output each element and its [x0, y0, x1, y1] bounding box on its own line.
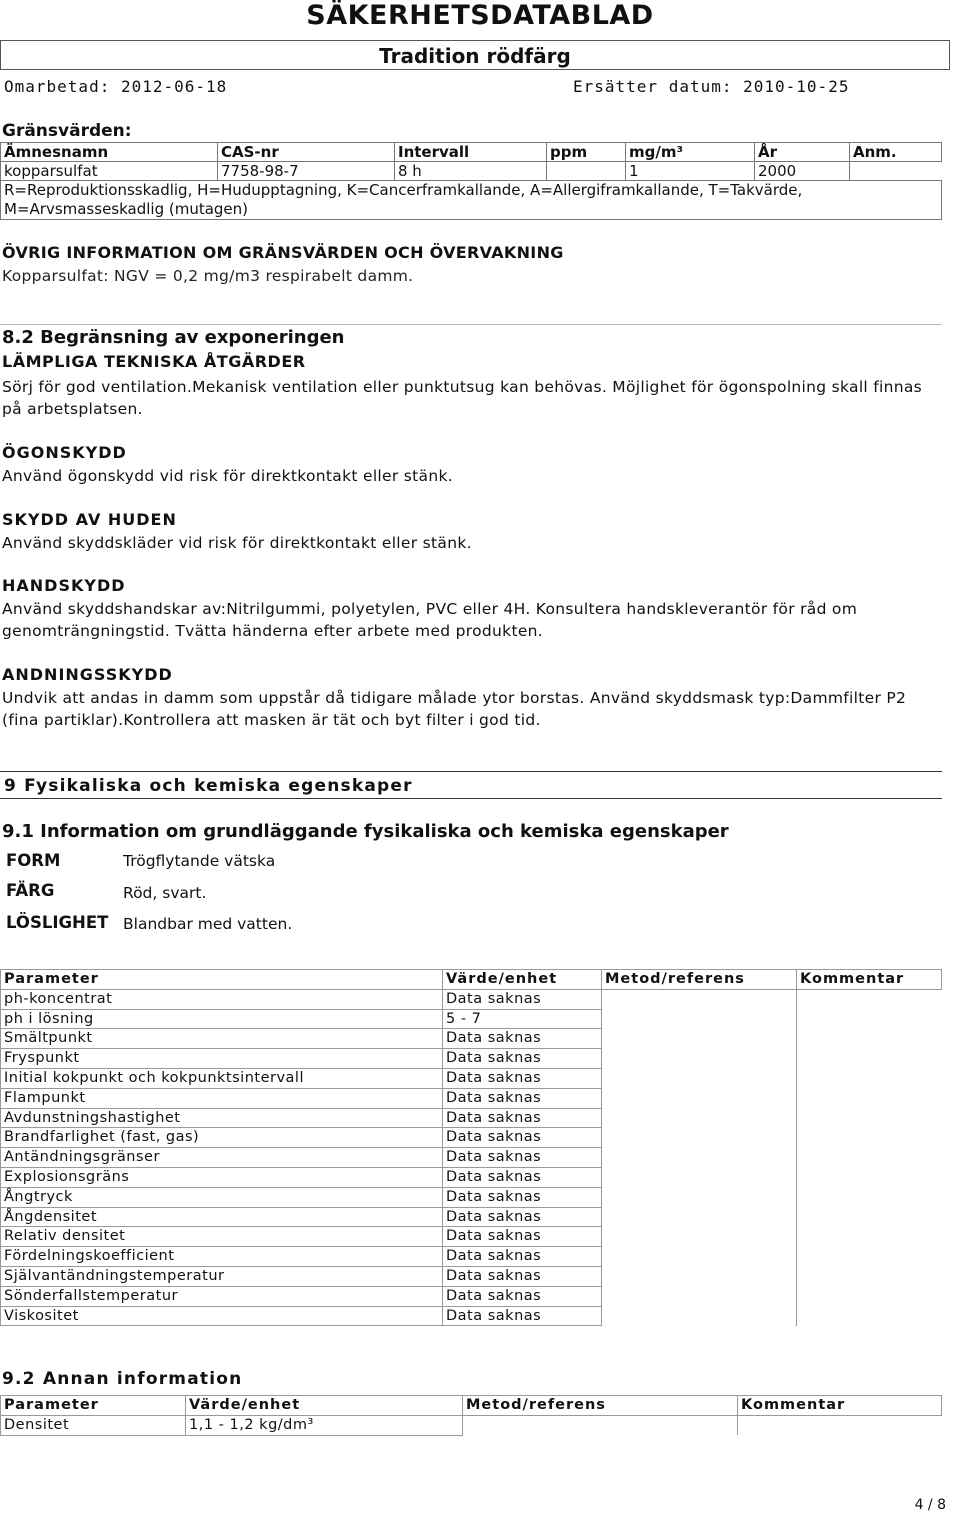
table-cell: Data saknas	[443, 1207, 602, 1227]
cell	[850, 162, 942, 181]
table-cell: Ångdensitet	[1, 1207, 443, 1227]
table-cell	[797, 1148, 942, 1168]
prop-value-form: Trögflytande vätska	[123, 852, 276, 870]
document-title: SÄKERHETSDATABLAD	[306, 0, 654, 31]
table-cell: Data saknas	[443, 1148, 602, 1168]
table-cell	[602, 1286, 797, 1306]
limits-table	[0, 142, 942, 220]
table-cell: Relativ densitet	[1, 1227, 443, 1247]
table-cell	[797, 1029, 942, 1049]
col-value: Värde/enhet	[186, 1396, 463, 1416]
table-cell: Självantändningstemperatur	[1, 1266, 443, 1286]
table-cell: 1,1 - 1,2 kg/dm³	[186, 1415, 463, 1435]
table-cell: Fördelningskoefficient	[1, 1247, 443, 1267]
table-row	[1, 989, 942, 1009]
product-name: Tradition rödfärg	[0, 40, 950, 70]
table-cell: Data saknas	[443, 1068, 602, 1088]
properties-header-row	[1, 970, 942, 990]
col-parameter: Parameter	[1, 970, 443, 990]
table-cell	[602, 1266, 797, 1286]
table-cell	[602, 989, 797, 1009]
eye-text: Använd ögonskydd vid risk för direktkontakt eller stänk.	[2, 467, 453, 485]
table-cell	[797, 1227, 942, 1247]
table-cell: Ångtryck	[1, 1187, 443, 1207]
table-cell: Sönderfallstemperatur	[1, 1286, 443, 1306]
table-row	[1, 1108, 942, 1128]
exposure-heading: 8.2 Begränsning av exponeringen	[2, 327, 345, 348]
table-cell	[602, 1088, 797, 1108]
resp-heading: ANDNINGSSKYDD	[2, 665, 173, 684]
prop-value-solubility: Blandbar med vatten.	[123, 915, 293, 933]
table-cell	[797, 1128, 942, 1148]
table-cell	[602, 1227, 797, 1247]
table-row	[1, 1167, 942, 1187]
table-row	[1, 1029, 942, 1049]
table-cell: Data saknas	[443, 989, 602, 1009]
table-cell	[738, 1415, 942, 1435]
cell	[547, 162, 626, 181]
table-row	[1, 1128, 942, 1148]
col-note: Anm.	[850, 143, 942, 162]
table-cell	[602, 1167, 797, 1187]
table-cell	[602, 1187, 797, 1207]
hand-text: Använd skyddshandskar av:Nitrilgummi, polyetylen, PVC eller 4H. Konsultera handskleverantör för råd om genomträngningstid. Tvätta händerna efter arbete med produkten.	[2, 600, 858, 640]
prop-label-form: FORM	[6, 851, 61, 870]
cell: kopparsulfat	[1, 162, 218, 181]
limits-header-row	[1, 143, 942, 162]
col-mgm3: mg/m³	[626, 143, 755, 162]
cell: 2000	[755, 162, 850, 181]
section91-heading: 9.1 Information om grundläggande fysikaliska och kemiska egenskaper	[2, 821, 729, 842]
table-cell: Brandfarlighet (fast, gas)	[1, 1128, 443, 1148]
table-cell	[463, 1415, 738, 1435]
table-row	[1, 1415, 942, 1435]
col-value: Värde/enhet	[443, 970, 602, 990]
other-properties-header-row	[1, 1396, 942, 1416]
tech-text: Sörj för god ventilation.Mekanisk ventilation eller punktutsug kan behövas. Möjlighet för ögonspolning skall finnas på arbetsplatsen.	[2, 378, 923, 418]
table-cell: Flampunkt	[1, 1088, 443, 1108]
table-cell	[602, 1128, 797, 1148]
table-row	[1, 1207, 942, 1227]
section92-heading: 9.2 Annan information	[2, 1369, 243, 1389]
table-cell: Data saknas	[443, 1167, 602, 1187]
other-info-heading: ÖVRIG INFORMATION OM GRÄNSVÄRDEN OCH ÖVERVAKNING	[2, 243, 564, 262]
col-name: Ämnesnamn	[1, 143, 218, 162]
table-cell: Data saknas	[443, 1286, 602, 1306]
eye-heading: ÖGONSKYDD	[2, 443, 127, 462]
page-number: 4 / 8	[914, 1497, 946, 1513]
table-cell: Data saknas	[443, 1247, 602, 1267]
table-cell: Viskositet	[1, 1306, 443, 1326]
table-row	[1, 1286, 942, 1306]
table-cell	[602, 1148, 797, 1168]
table-row	[1, 1068, 942, 1088]
table-cell	[602, 1068, 797, 1088]
table-cell	[797, 1088, 942, 1108]
table-cell	[602, 1009, 797, 1029]
col-ppm: ppm	[547, 143, 626, 162]
col-year: År	[755, 143, 850, 162]
table-cell: Data saknas	[443, 1227, 602, 1247]
table-cell: Data saknas	[443, 1049, 602, 1069]
table-cell	[602, 1207, 797, 1227]
col-method: Metod/referens	[602, 970, 797, 990]
table-cell	[797, 989, 942, 1009]
table-cell: ph-koncentrat	[1, 989, 443, 1009]
cell: 1	[626, 162, 755, 181]
table-row	[1, 1009, 942, 1029]
table-cell	[602, 1247, 797, 1267]
table-cell: Data saknas	[443, 1128, 602, 1148]
col-comment: Kommentar	[797, 970, 942, 990]
table-row	[1, 1088, 942, 1108]
table-cell: Explosionsgräns	[1, 1167, 443, 1187]
table-cell: Data saknas	[443, 1306, 602, 1326]
table-row	[1, 1049, 942, 1069]
table-cell	[797, 1068, 942, 1088]
table-cell: Smältpunkt	[1, 1029, 443, 1049]
properties-table	[0, 969, 942, 1326]
table-cell: Data saknas	[443, 1266, 602, 1286]
table-cell: Avdunstningshastighet	[1, 1108, 443, 1128]
table-cell	[797, 1247, 942, 1267]
resp-text: Undvik att andas in damm som uppstår då tidigare målade ytor borstas. Använd skyddsmask typ:Dammfilter P2 (fina partiklar).Kontrollera att masken är tät och byt filter i god tid.	[2, 689, 907, 729]
cell: 7758-98-7	[218, 162, 395, 181]
table-cell: Antändningsgränser	[1, 1148, 443, 1168]
revised-date: Omarbetad: 2012-06-18	[4, 77, 228, 96]
table-cell: Data saknas	[443, 1088, 602, 1108]
table-cell	[797, 1187, 942, 1207]
table-cell	[602, 1029, 797, 1049]
table-cell: Data saknas	[443, 1029, 602, 1049]
section9-heading: 9 Fysikaliska och kemiska egenskaper	[4, 776, 413, 796]
table-row	[1, 1266, 942, 1286]
table-cell	[602, 1306, 797, 1326]
other-info-text: Kopparsulfat: NGV = 0,2 mg/m3 respirabelt damm.	[2, 267, 414, 285]
table-cell: Fryspunkt	[1, 1049, 443, 1069]
table-cell	[602, 1049, 797, 1069]
skin-text: Använd skyddskläder vid risk för direktkontakt eller stänk.	[2, 534, 472, 552]
replaces-date: Ersätter datum: 2010-10-25	[573, 77, 850, 96]
table-cell: 5 - 7	[443, 1009, 602, 1029]
other-properties-table	[0, 1395, 942, 1436]
table-cell	[797, 1266, 942, 1286]
col-cas: CAS-nr	[218, 143, 395, 162]
table-cell: ph i lösning	[1, 1009, 443, 1029]
table-cell	[797, 1108, 942, 1128]
skin-heading: SKYDD AV HUDEN	[2, 510, 177, 529]
table-row	[1, 1247, 942, 1267]
table-cell	[797, 1286, 942, 1306]
table-cell: Data saknas	[443, 1187, 602, 1207]
tech-heading: LÄMPLIGA TEKNISKA ÅTGÄRDER	[2, 352, 306, 371]
table-cell	[797, 1167, 942, 1187]
table-cell	[797, 1207, 942, 1227]
table-cell	[797, 1049, 942, 1069]
table-cell	[797, 1306, 942, 1326]
table-row	[1, 1148, 942, 1168]
col-method: Metod/referens	[463, 1396, 738, 1416]
col-interval: Intervall	[395, 143, 547, 162]
prop-label-solubility: LÖSLIGHET	[6, 913, 109, 932]
table-cell: Initial kokpunkt och kokpunktsintervall	[1, 1068, 443, 1088]
table-cell	[602, 1108, 797, 1128]
table-row	[1, 1227, 942, 1247]
col-comment: Kommentar	[738, 1396, 942, 1416]
limits-legend: R=Reproduktionsskadlig, H=Hudupptagning, K=Cancerframkallande, A=Allergiframkallande, T=Takvärde, M=Arvsmasseskadlig (mutagen)	[1, 181, 942, 220]
table-row	[1, 162, 942, 181]
limits-heading: Gränsvärden:	[2, 121, 132, 141]
table-cell: Data saknas	[443, 1108, 602, 1128]
table-row	[1, 1306, 942, 1326]
prop-label-color: FÄRG	[6, 881, 55, 900]
table-cell: Densitet	[1, 1415, 186, 1435]
col-parameter: Parameter	[1, 1396, 186, 1416]
hand-heading: HANDSKYDD	[2, 576, 126, 595]
cell: 8 h	[395, 162, 547, 181]
table-row	[1, 1187, 942, 1207]
prop-value-color: Röd, svart.	[123, 884, 207, 902]
table-cell	[797, 1009, 942, 1029]
